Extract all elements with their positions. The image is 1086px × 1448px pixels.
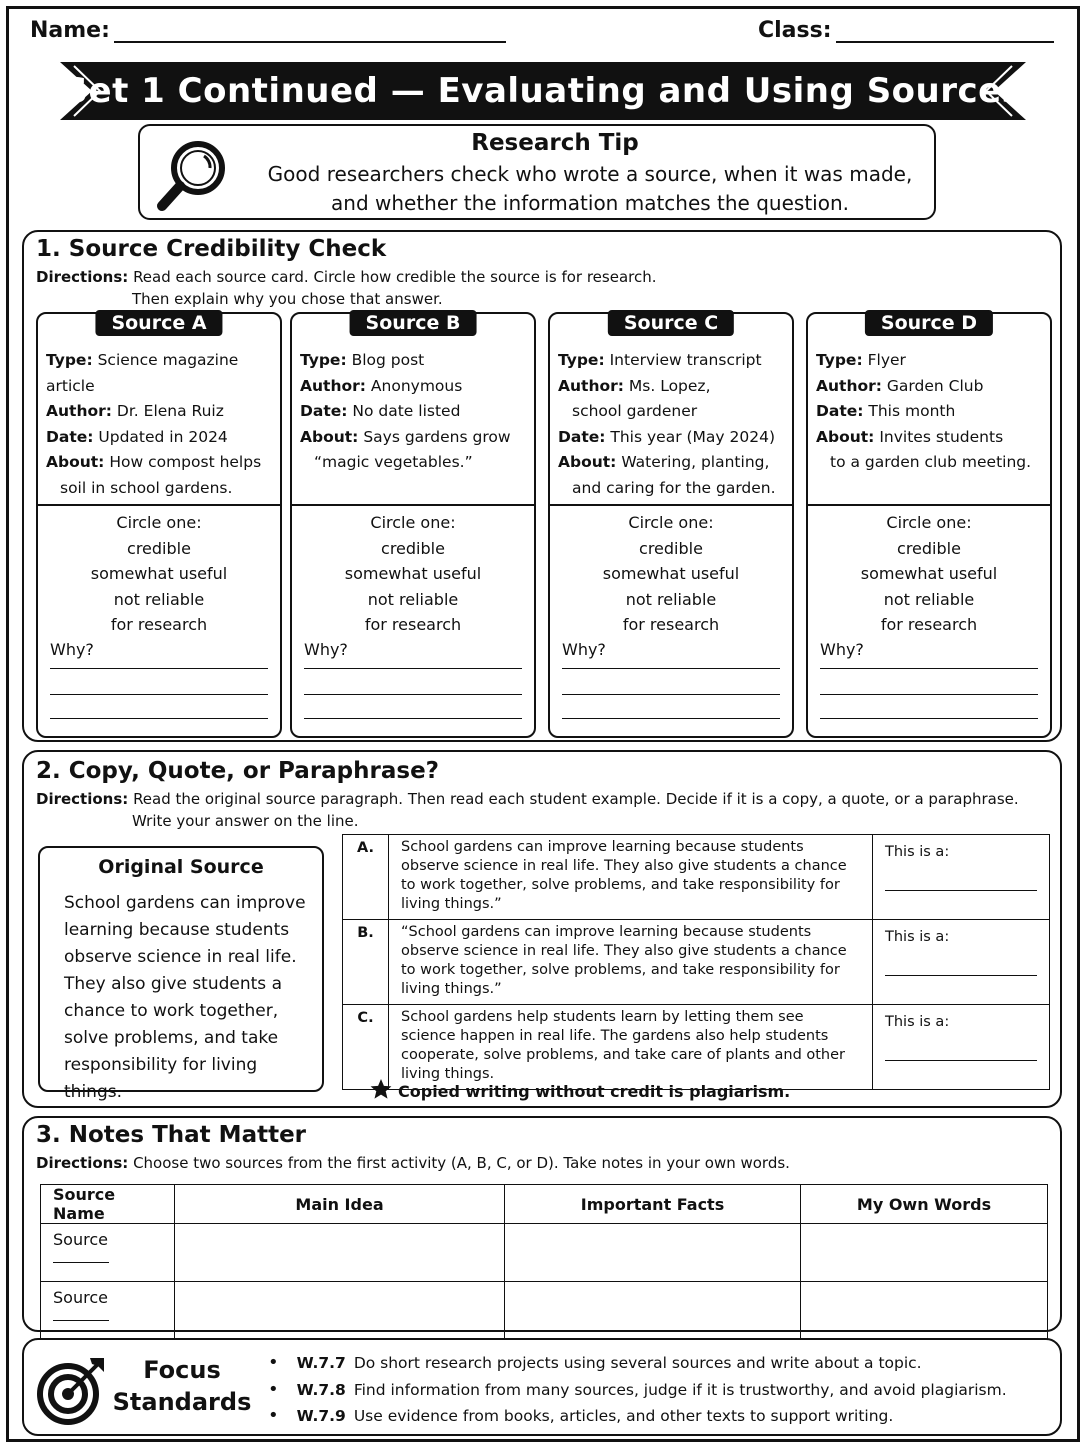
section-3-directions (36, 1152, 790, 1174)
col-main-idea: Main Idea (175, 1185, 505, 1224)
about-value-line-2: and caring for the garden. (572, 478, 776, 497)
type-label: Type: (816, 351, 863, 369)
about-value-line-2: “magic vegetables.” (314, 453, 473, 471)
why-label: Why? (562, 640, 606, 659)
option-not-reliable[interactable]: not reliable (625, 589, 717, 609)
author-value: Ms. Lopez, (628, 376, 711, 395)
main-idea-cell[interactable] (175, 1282, 505, 1340)
why-label: Why? (304, 640, 348, 659)
source-about (558, 450, 786, 476)
original-source-text: School gardens can improve learning because students observe science in real life. They also give students a chance to work together, solve problems, and take responsibility for living things. (64, 893, 306, 1102)
source-author (46, 399, 274, 425)
target-icon (36, 1354, 108, 1426)
main-idea-cell[interactable] (175, 1224, 505, 1282)
option-not-reliable[interactable]: not reliable (883, 589, 975, 609)
why-answer-line[interactable] (562, 718, 780, 719)
date-label: Date: (300, 402, 348, 420)
why-answer-line[interactable] (820, 668, 1038, 669)
source-card-tab: Source B (350, 310, 477, 336)
source-name-cell[interactable] (41, 1282, 175, 1340)
directions-text-1: Read the original source paragraph. Then read each student example. Decide if it is a copy, a quote, or a paraphrase. (133, 790, 1019, 808)
name-field (30, 18, 506, 43)
author-label: Author: (300, 376, 366, 395)
class-blank-line[interactable] (836, 21, 1054, 43)
why-answer-line[interactable] (820, 694, 1038, 695)
standard-code: W.7.9 (296, 1407, 346, 1425)
about-value: Watering, planting, (621, 453, 770, 471)
option-not-reliable-line-2[interactable]: for research (622, 615, 720, 634)
author-value: Dr. Elena Ruiz (116, 402, 224, 420)
section-source-credibility (22, 230, 1062, 742)
directions-text-2: Write your answer on the line. (132, 812, 359, 830)
section-2-title: 2. Copy, Quote, or Paraphrase? (36, 758, 440, 784)
author-value: Garden Club (886, 376, 984, 395)
option-somewhat-useful[interactable]: somewhat useful (344, 564, 482, 583)
option-not-reliable-line-2[interactable]: for research (364, 615, 462, 634)
name-label: Name: (30, 18, 110, 43)
type-value: Interview transcript (609, 351, 762, 369)
directions-label: Directions: (36, 268, 129, 286)
standard-text: Do short research projects using several sources and write about a topic. (353, 1354, 922, 1372)
type-label: Type: (300, 351, 347, 369)
focus-title-line-2: Standards (112, 1388, 252, 1416)
source-about (816, 425, 1044, 451)
research-tip-line-2: and whether the information matches the question. (331, 191, 849, 215)
standard-code: W.7.7 (296, 1354, 346, 1372)
section-copy-quote-paraphrase (22, 750, 1062, 1108)
option-not-reliable-line-2[interactable]: for research (110, 615, 208, 634)
example-text: School gardens help students learn by letting them see science happen in real life. The gardens also help students cooperate, solve problems, and take care of plants and other living things. (389, 1005, 873, 1090)
answer-label: This is a: (885, 929, 950, 945)
source-date (558, 425, 786, 451)
option-somewhat-useful[interactable]: somewhat useful (602, 564, 740, 583)
col-my-own-words: My Own Words (801, 1185, 1048, 1224)
standard-code: W.7.8 (296, 1380, 346, 1399)
plagiarism-note (370, 1078, 790, 1101)
why-answer-line[interactable] (50, 668, 268, 669)
about-label: About: (46, 453, 105, 471)
author-label: Author: (816, 376, 882, 395)
source-card-b (290, 312, 536, 738)
star-icon (370, 1078, 392, 1100)
answer-line[interactable] (885, 975, 1037, 976)
why-answer-line[interactable] (562, 668, 780, 669)
research-tip-box (138, 124, 936, 220)
date-value: This year (May 2024) (610, 427, 776, 446)
date-value: No date listed (352, 402, 461, 420)
source-type (816, 348, 1044, 374)
date-label: Date: (816, 402, 864, 420)
example-letter: A. (343, 835, 389, 920)
why-answer-line[interactable] (50, 694, 268, 695)
option-credible[interactable]: credible (639, 538, 703, 558)
card-divider (550, 504, 792, 506)
example-letter: C. (343, 1005, 389, 1090)
standard-item (268, 1377, 1007, 1404)
source-letter-blank[interactable] (53, 1307, 109, 1321)
option-not-reliable[interactable]: not reliable (367, 589, 459, 609)
source-type (46, 348, 274, 399)
card-divider (292, 504, 534, 506)
date-value: This month (868, 402, 956, 420)
author-label: Author: (46, 402, 112, 420)
source-card-tab: Source C (608, 310, 734, 336)
source-author (816, 374, 1044, 400)
option-credible[interactable]: credible (127, 538, 191, 558)
option-not-reliable-line-2[interactable]: for research (880, 615, 978, 634)
standard-text: Use evidence from books, articles, and other texts to support writing. (353, 1407, 894, 1425)
why-answer-line[interactable] (304, 668, 522, 669)
source-type (300, 348, 528, 374)
why-answer-line[interactable] (562, 694, 780, 695)
type-value: Blog post (351, 351, 425, 369)
source-card-info (558, 348, 786, 501)
author-value: Anonymous (370, 376, 463, 395)
option-somewhat-useful[interactable]: somewhat useful (90, 564, 228, 583)
source-label: Source (53, 1230, 108, 1249)
circle-one-label: Circle one: (370, 513, 456, 532)
source-date (816, 399, 1044, 425)
date-label: Date: (558, 427, 606, 446)
source-card-info (46, 348, 274, 501)
section-2-directions (36, 788, 1019, 832)
answer-line[interactable] (885, 1060, 1037, 1061)
directions-label: Directions: (36, 1154, 129, 1172)
source-date (46, 425, 274, 451)
credibility-options (38, 510, 280, 638)
source-card-info (816, 348, 1044, 476)
credibility-options (292, 510, 534, 638)
class-field (758, 18, 1054, 43)
plagiarism-text: Copied writing without credit is plagiarism. (398, 1082, 791, 1101)
research-tip-line-1: Good researchers check who wrote a source, when it was made, (267, 162, 913, 186)
source-author (300, 374, 528, 400)
section-notes-that-matter (22, 1116, 1062, 1332)
section-3-title: 3. Notes That Matter (36, 1122, 307, 1148)
source-card-tab: Source D (865, 310, 993, 336)
section-1-directions (36, 266, 657, 310)
answer-line[interactable] (885, 890, 1037, 891)
directions-text-2: Then explain why you chose that answer. (132, 290, 443, 308)
answer-cell[interactable] (873, 1005, 1050, 1090)
source-letter-blank[interactable] (53, 1249, 109, 1263)
author-value-line-2: school gardener (572, 402, 698, 420)
source-card-d (806, 312, 1052, 738)
about-label: About: (816, 427, 875, 446)
option-credible[interactable]: credible (897, 538, 961, 558)
option-not-reliable[interactable]: not reliable (113, 589, 205, 609)
example-row-c (343, 1005, 1050, 1090)
original-source-box (38, 846, 324, 1102)
my-own-words-cell[interactable] (801, 1224, 1048, 1282)
about-label: About: (558, 453, 617, 471)
about-value-line-2: soil in school gardens. (60, 478, 233, 497)
answer-label: This is a: (885, 844, 950, 860)
focus-title-line-1: Focus (143, 1356, 221, 1384)
source-author (558, 374, 786, 400)
about-label: About: (300, 427, 359, 446)
credibility-options (550, 510, 792, 638)
type-value: Science magazine article (46, 351, 239, 395)
date-label: Date: (46, 427, 94, 446)
about-value: Says gardens grow (363, 427, 511, 446)
standards-list (268, 1350, 1007, 1430)
my-own-words-cell[interactable] (801, 1282, 1048, 1340)
example-letter: B. (343, 920, 389, 1005)
source-card-c (548, 312, 794, 738)
about-value: Invites students (879, 427, 1004, 446)
source-date (300, 399, 528, 425)
source-card-a (36, 312, 282, 738)
important-facts-cell[interactable] (505, 1282, 801, 1340)
circle-one-label: Circle one: (628, 513, 714, 532)
section-1-title: 1. Source Credibility Check (36, 236, 387, 262)
col-important-facts: Important Facts (505, 1185, 801, 1224)
circle-one-label: Circle one: (116, 513, 202, 532)
why-answer-line[interactable] (820, 718, 1038, 719)
answer-cell[interactable] (873, 835, 1050, 920)
example-row-b (343, 920, 1050, 1005)
option-somewhat-useful[interactable]: somewhat useful (860, 564, 998, 583)
notes-table (40, 1184, 1048, 1340)
original-source-title: Original Source (98, 856, 264, 878)
example-text: “School gardens can improve learning because students observe science in real life. They also give students a chance to work together, solve problems, and take responsibility for living things.” (389, 920, 873, 1005)
research-tip-title: Research Tip (471, 130, 639, 156)
why-answer-line[interactable] (304, 694, 522, 695)
source-card-info (300, 348, 528, 476)
standard-item (268, 1403, 1007, 1430)
example-text: School gardens can improve learning because students observe science in real life. They also give students a chance to work together, solve problems, and take responsibility for living things.” (389, 835, 873, 920)
date-value: Updated in 2024 (98, 427, 228, 446)
source-card-tab: Source A (95, 310, 222, 336)
about-value: How compost helps (109, 453, 262, 471)
answer-label: This is a: (885, 1014, 950, 1030)
notes-row (41, 1282, 1048, 1340)
card-divider (38, 504, 280, 506)
why-label: Why? (50, 640, 94, 659)
card-divider (808, 504, 1050, 506)
magnifying-glass-icon (154, 134, 234, 214)
important-facts-cell[interactable] (505, 1224, 801, 1282)
source-label: Source (53, 1288, 108, 1307)
circle-one-label: Circle one: (886, 513, 972, 532)
page-title: Set 1 Continued — Evaluating and Using Sources (63, 71, 1023, 111)
example-row-a (343, 835, 1050, 920)
source-about (300, 425, 528, 451)
focus-standards-box (22, 1338, 1062, 1436)
source-about (46, 450, 274, 476)
type-label: Type: (558, 351, 605, 369)
author-label: Author: (558, 376, 624, 395)
why-answer-line[interactable] (304, 718, 522, 719)
answer-cell[interactable] (873, 920, 1050, 1005)
directions-text-1: Read each source card. Circle how credible the source is for research. (133, 268, 657, 286)
type-value: Flyer (867, 351, 906, 369)
why-answer-line[interactable] (50, 718, 268, 719)
col-source-name: Source Name (41, 1185, 175, 1224)
source-type (558, 348, 786, 374)
research-tip-text (250, 160, 930, 218)
why-label: Why? (820, 640, 864, 659)
name-blank-line[interactable] (114, 21, 506, 43)
notes-row (41, 1224, 1048, 1282)
type-label: Type: (46, 351, 93, 369)
option-credible[interactable]: credible (381, 538, 445, 558)
standard-item (268, 1350, 1007, 1377)
title-banner (60, 62, 1026, 120)
examples-table (342, 834, 1050, 1090)
directions-text: Choose two sources from the first activity (A, B, C, or D). Take notes in your own words. (133, 1154, 790, 1172)
about-value-line-2: to a garden club meeting. (830, 453, 1032, 471)
credibility-options (808, 510, 1050, 638)
focus-standards-title (112, 1354, 252, 1418)
directions-label: Directions: (36, 790, 129, 808)
source-name-cell[interactable] (41, 1224, 175, 1282)
class-label: Class: (758, 18, 832, 43)
standard-text: Find information from many sources, judge if it is trustworthy, and avoid plagiarism. (353, 1380, 1007, 1399)
